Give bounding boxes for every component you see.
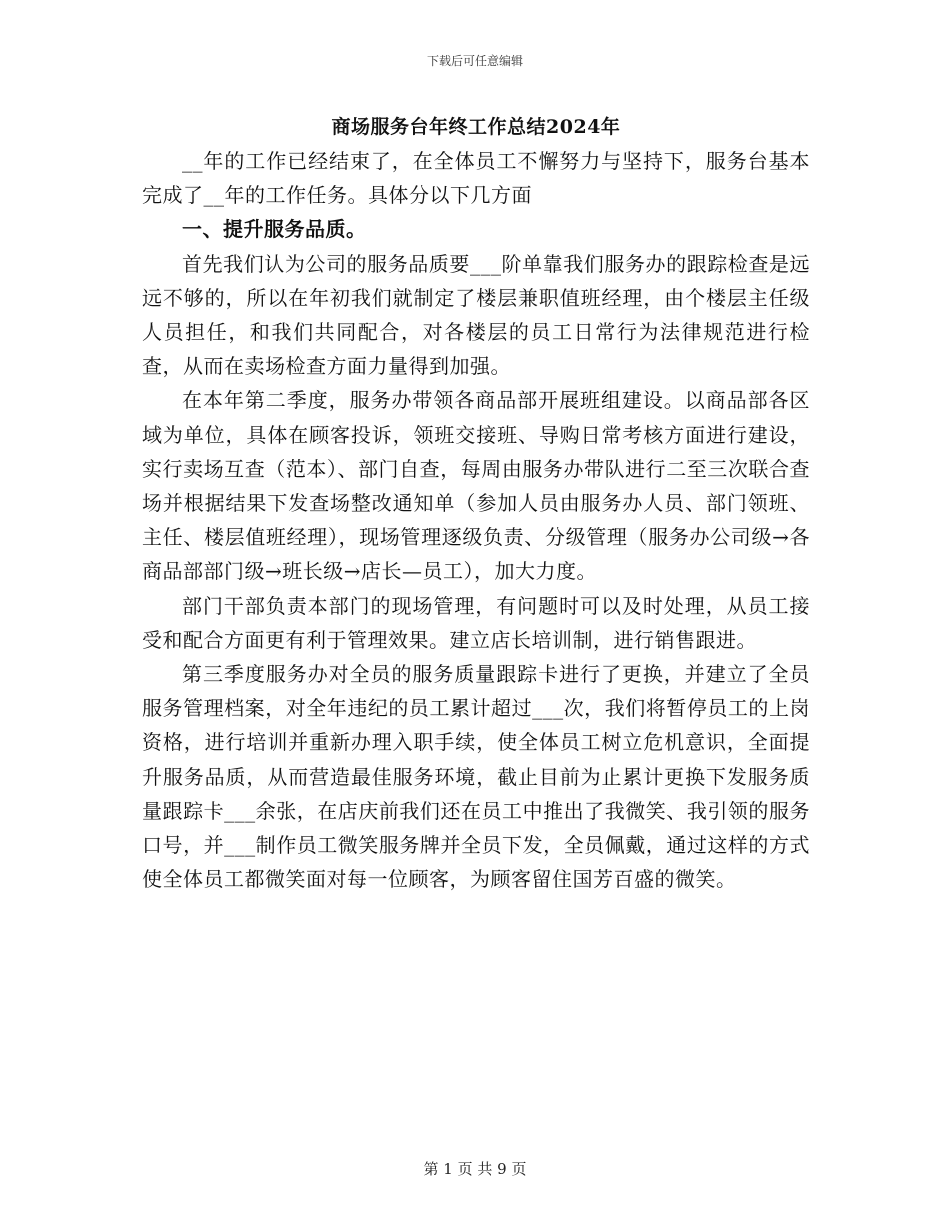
- body-paragraph-3: 部门干部负责本部门的现场管理，有问题时可以及时处理，从员工接受和配合方面更有利于管理效果。建立店长培训制，进行销售跟进。: [142, 593, 810, 652]
- document-title: 商场服务台年终工作总结2024年: [331, 116, 621, 138]
- body-paragraph-2: 在本年第二季度，服务办带领各商品部开展班组建设。以商品部各区域为单位，具体在顾客投诉，领班交接班、导购日常考核方面进行建设，实行卖场互查（范本）、部门自查，每周由服务办带队进行二至三次联合查场并根据结果下发查场整改通知单（参加人员由服务办人员、部门领班、主任、楼层值班经理），现场管理逐级负责、分级管理（服务办公司级→各商品部部门级→班长级→店长—员工），加大力度。: [142, 388, 810, 584]
- document-body: [142, 110, 810, 896]
- intro-paragraph: __年的工作已经结束了，在全体员工不懈努力与坚持下，服务台基本完成了__年的工作任务。具体分以下几方面: [142, 149, 810, 208]
- page-indicator: 第 1 页 共 9 页: [423, 1160, 527, 1178]
- section-heading-1: 一、提升服务品质。: [182, 217, 367, 242]
- body-paragraph-4: 第三季度服务办对全员的服务质量跟踪卡进行了更换，并建立了全员服务管理档案，对全年违纪的员工累计超过___次，我们将暂停员工的上岗资格，进行培训并重新办理入职手续，使全体员工树立危机意识，全面提升服务品质，从而营造最佳服务环境，截止目前为止累计更换下发服务质量跟踪卡___余张，在店庆前我们还在员工中推出了我微笑、我引领的服务口号，并___制作员工微笑服务牌并全员下发，全员佩戴，通过这样的方式使全体员工都微笑面对每一位顾客，为顾客留住国芳百盛的微笑。: [142, 662, 810, 892]
- body-paragraph-1: 首先我们认为公司的服务品质要___阶单靠我们服务办的跟踪检查是远远不够的，所以在年初我们就制定了楼层兼职值班经理，由个楼层主任级人员担任，和我们共同配合，对各楼层的员工日常行为法律规范进行检查，从而在卖场检查方面力量得到加强。: [142, 251, 810, 379]
- header-note: 下载后可任意编辑: [426, 54, 523, 68]
